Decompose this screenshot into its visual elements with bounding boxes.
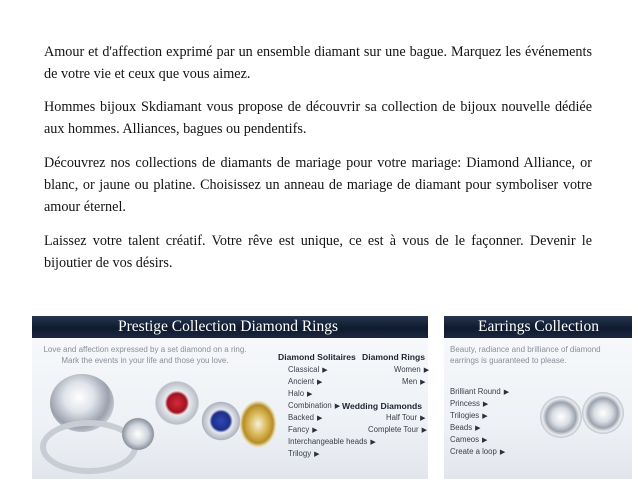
arrow-right-icon: ▶ bbox=[317, 415, 323, 422]
earrings-banner-header bbox=[444, 316, 632, 338]
arrow-right-icon: ▶ bbox=[503, 389, 510, 396]
menu-item-complete-tour[interactable]: Complete Tour ▶ bbox=[368, 425, 427, 434]
arrow-right-icon: ▶ bbox=[482, 413, 488, 420]
arrow-right-icon: ▶ bbox=[312, 427, 318, 434]
arrow-right-icon: ▶ bbox=[314, 451, 320, 458]
arrow-right-icon: ▶ bbox=[307, 391, 313, 398]
earrings-intro: Beauty, radiance and brilliance of diamond earrings is guaranteed to please. bbox=[450, 345, 601, 365]
arrow-right-icon: ▶ bbox=[420, 415, 426, 422]
earrings-photo bbox=[536, 382, 628, 452]
rings-menu bbox=[32, 338, 428, 479]
menu-item-trilogy[interactable]: Trilogy ▶ bbox=[288, 449, 320, 458]
arrow-right-icon: ▶ bbox=[423, 367, 430, 374]
menu-item-create-a-loop[interactable]: Create a loop ▶ bbox=[450, 447, 506, 456]
menu-item-princess[interactable]: Princess ▶ bbox=[450, 399, 489, 408]
menu-item-half-tour[interactable]: Half Tour ▶ bbox=[386, 413, 426, 422]
arrow-right-icon: ▶ bbox=[475, 425, 481, 432]
menu-item-halo[interactable]: Halo ▶ bbox=[288, 389, 313, 398]
menu-item-fancy[interactable]: Fancy ▶ bbox=[288, 425, 318, 434]
earrings-banner[interactable] bbox=[444, 316, 632, 479]
menu-item-men[interactable]: Men ▶ bbox=[402, 377, 426, 386]
arrow-right-icon: ▶ bbox=[322, 367, 328, 374]
menu-item-cameos[interactable]: Cameos ▶ bbox=[450, 435, 488, 444]
rings-banner-body bbox=[32, 338, 428, 479]
arrow-right-icon: ▶ bbox=[421, 427, 427, 434]
diamond-earring-left-image bbox=[540, 396, 582, 438]
menu-item-beads[interactable]: Beads ▶ bbox=[450, 423, 481, 432]
diamond-solitaires-heading[interactable]: Diamond Solitaires bbox=[278, 352, 356, 362]
arrow-right-icon: ▶ bbox=[499, 449, 506, 456]
menu-item-backed[interactable]: Backed ▶ bbox=[288, 413, 323, 422]
arrow-right-icon: ▶ bbox=[482, 401, 489, 408]
arrow-right-icon: ▶ bbox=[334, 403, 341, 410]
menu-item-combination[interactable]: Combination ▶ bbox=[288, 401, 341, 410]
diamond-earring-right-image bbox=[582, 392, 624, 434]
arrow-right-icon: ▶ bbox=[370, 439, 376, 446]
rings-intro: Love and affection expressed by a set diamond on a ring. Mark the events in your life and those you love. bbox=[43, 345, 247, 365]
arrow-right-icon: ▶ bbox=[317, 379, 323, 386]
menu-item-classical[interactable]: Classical ▶ bbox=[288, 365, 328, 374]
wedding-diamonds-heading[interactable]: Wedding Diamonds bbox=[342, 401, 423, 411]
menu-item-trilogies[interactable]: Trilogies ▶ bbox=[450, 411, 488, 420]
menu-item-brilliant-round[interactable]: Brilliant Round ▶ bbox=[450, 387, 510, 396]
arrow-right-icon: ▶ bbox=[482, 437, 488, 444]
rings-banner-header bbox=[32, 316, 428, 338]
diamond-rings-heading[interactable]: Diamond Rings bbox=[362, 352, 426, 362]
earrings-banner-body bbox=[444, 338, 632, 479]
paragraph: Hommes bijoux Skdiamant vous propose de découvrir sa collection de bijoux nouvelle dédiée aux hommes. Alliances, bagues ou pendentifs. bbox=[44, 99, 592, 137]
menu-item-women[interactable]: Women ▶ bbox=[394, 365, 430, 374]
paragraph: Laissez votre talent créatif. Votre rêve est unique, ce est à vous de le façonner. Devenir le bijoutier de vos désirs. bbox=[44, 233, 592, 271]
menu-item-interchangeable-heads[interactable]: Interchangeable heads ▶ bbox=[288, 437, 376, 446]
menu-item-ancient[interactable]: Ancient ▶ bbox=[288, 377, 323, 386]
paragraph: Découvrez nos collections de diamants de mariage pour votre mariage: Diamond Alliance, or blanc, or jaune ou platine. Choisissez un anneau de mariage de diamant pour symboliser votre amour éternel. bbox=[44, 155, 592, 215]
rings-banner[interactable] bbox=[32, 316, 428, 479]
rings-banner-title: Prestige Collection Diamond Rings bbox=[118, 318, 338, 335]
earrings-banner-title: Earrings Collection bbox=[478, 318, 599, 335]
paragraph: Amour et d'affection exprimé par un ensemble diamant sur une bague. Marquez les événements de votre vie et ceux que vous aimez. bbox=[44, 44, 592, 82]
arrow-right-icon: ▶ bbox=[420, 379, 426, 386]
